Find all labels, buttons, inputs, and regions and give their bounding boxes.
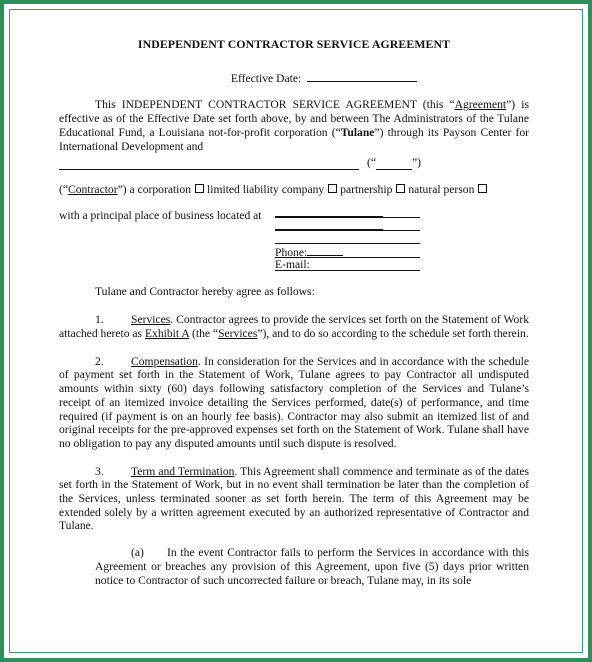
intro-text-3: ”) through its Payson Center for International Development and bbox=[59, 125, 529, 153]
agree-line: Tulane and Contractor hereby agree as follows: bbox=[95, 284, 315, 298]
section-3-heading: Term and Termination bbox=[131, 464, 235, 478]
section-2-number: 2. bbox=[95, 354, 104, 368]
section-3a bbox=[59, 546, 529, 587]
intro-tulane-term: Tulane bbox=[340, 125, 375, 139]
effective-date-line bbox=[59, 70, 529, 86]
contractor-term: Contractor bbox=[68, 182, 118, 196]
effective-date-label: Effective Date: bbox=[230, 71, 302, 85]
llc-checkbox[interactable] bbox=[328, 184, 337, 193]
party-short-blank bbox=[376, 158, 412, 170]
section-1-text-b: (the “ bbox=[189, 327, 219, 341]
section-1-services-term: Services bbox=[218, 327, 258, 341]
section-3a-text: In the event Contractor fails to perform the Services in accordance with this Agreement or breaches any provision of this Agreement, upon five (5) days prior written notice to Contractor of such uncorrected failure or breach, Tulane may, in its sole bbox=[95, 546, 529, 587]
partnership-checkbox[interactable] bbox=[396, 184, 405, 193]
partnership-label: partnership bbox=[340, 182, 393, 196]
email-line bbox=[275, 270, 420, 271]
party-name-blank bbox=[59, 158, 359, 170]
email-label: E-mail: bbox=[275, 257, 310, 271]
section-3-number: 3. bbox=[95, 464, 104, 478]
intro-text-2: ”) is effective as of the Effective Date set forth above, by and between The Administrators of the Tulane Educational Fund, a Louisiana not-for-profit corporation (“ bbox=[59, 98, 529, 139]
section-1-text-a: . Contractor agrees to provide the services set forth on the Statement of Work attached hereto as bbox=[59, 313, 529, 341]
corporation-checkbox[interactable] bbox=[195, 184, 204, 193]
section-1-exhibit: Exhibit A bbox=[144, 327, 190, 341]
party-short-open: (“ bbox=[367, 156, 377, 170]
contractor-open: (“ bbox=[59, 182, 69, 196]
party-short-close: ”) bbox=[412, 156, 422, 170]
section-1-heading: Services bbox=[131, 313, 171, 327]
intro-text-1: This INDEPENDENT CONTRACTOR SERVICE AGREEMENT (this “ bbox=[95, 98, 455, 112]
address-line-3 bbox=[275, 243, 420, 244]
address-block bbox=[59, 209, 529, 279]
effective-date-blank bbox=[307, 70, 417, 82]
intro-paragraph bbox=[59, 98, 529, 153]
phone-blank bbox=[307, 245, 343, 256]
natural-person-checkbox[interactable] bbox=[478, 184, 487, 193]
natural-person-label: natural person bbox=[408, 182, 475, 196]
section-1-number: 1. bbox=[95, 313, 104, 327]
phone-label: Phone: bbox=[275, 245, 308, 259]
party-name-line bbox=[59, 156, 529, 170]
section-2-heading: Compensation bbox=[131, 354, 198, 368]
address-line-2 bbox=[275, 230, 420, 231]
section-3a-number: (a) bbox=[131, 546, 144, 560]
section-3-text: . This Agreement shall commence and terminate as of the dates set forth in the Statement of Work, but in no event shall termination be later than the completion of the Services, unless terminated sooner as set forth herein. The term of this Agreement may be extended solely by a written agreement executed by an authorized representative of Contractor and Tulane. bbox=[59, 464, 529, 533]
document-page bbox=[59, 38, 529, 587]
contractor-corporation-label: ”) a corporation bbox=[117, 182, 191, 196]
section-2 bbox=[59, 355, 529, 451]
address-line-1 bbox=[275, 217, 420, 218]
intro-agreement-term: Agreement bbox=[454, 98, 507, 112]
document-title: INDEPENDENT CONTRACTOR SERVICE AGREEMENT bbox=[137, 37, 451, 51]
llc-label: limited liability company bbox=[207, 182, 325, 196]
section-1-text-c: ”), and to do so according to the schedule set forth therein. bbox=[257, 327, 529, 341]
entity-type-line bbox=[59, 183, 529, 197]
section-3 bbox=[59, 465, 529, 534]
address-label: with a principal place of business located at bbox=[59, 208, 262, 222]
section-2-text: . In consideration for the Services and in accordance with the schedule of payment set forth in the Statement of Work, Tulane agrees to pay Contractor all undisputed amounts within sixty (60) days following satisfactory completion of the Services and Tulane’s receipt of an itemized invoice detailing the Services performed, date(s) of performance, and time required (if payment is on an hourly fee basis). Contractor may also submit an itemized list of and original receipts for the pre-approved expenses set forth on the Statement of Work. Tulane shall have no obligation to pay any disputed amounts until such dispute is resolved. bbox=[59, 354, 529, 450]
section-1 bbox=[59, 313, 529, 340]
